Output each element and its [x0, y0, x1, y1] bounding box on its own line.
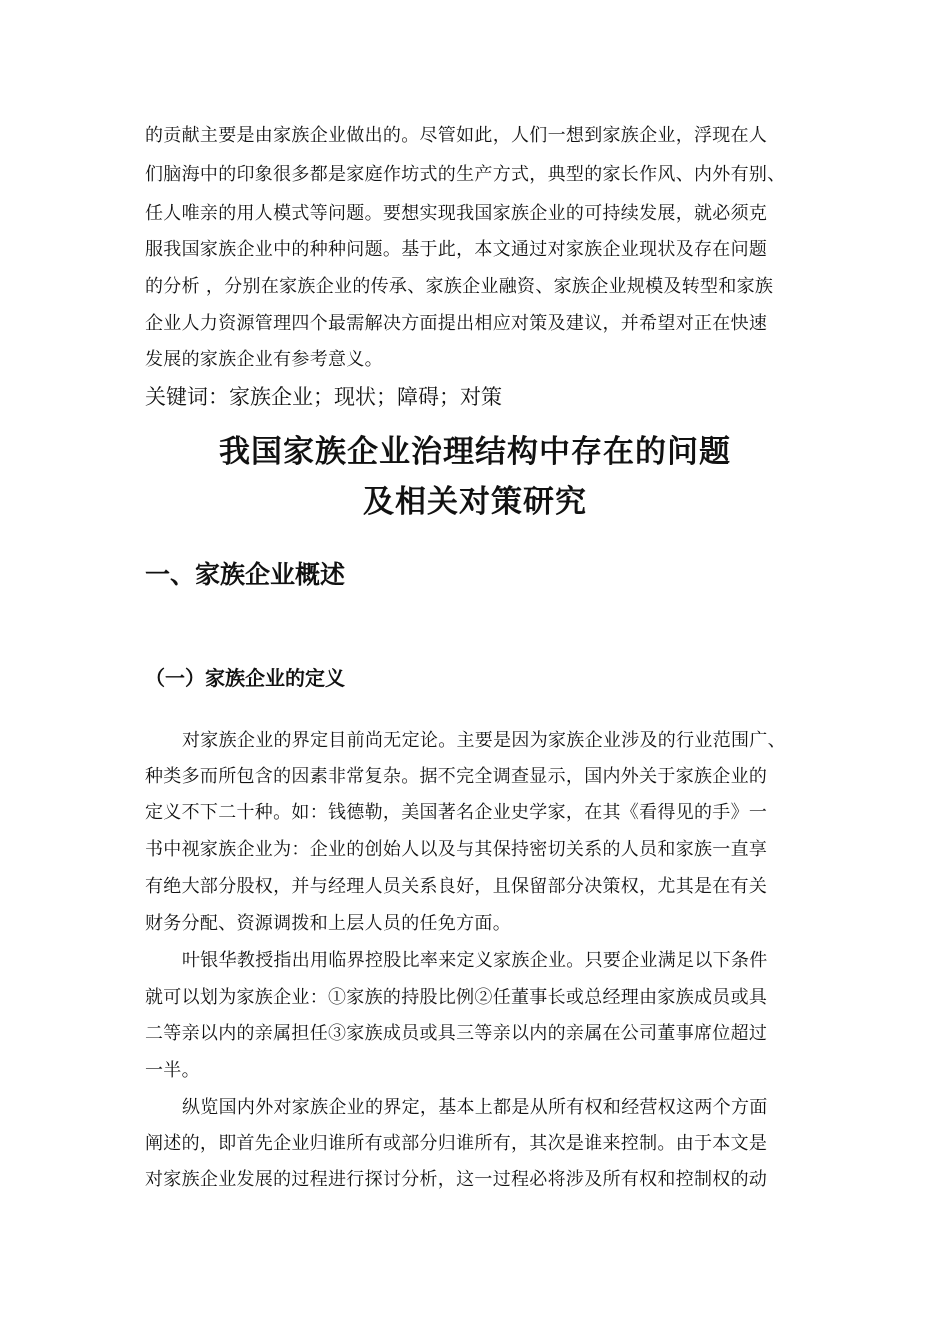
keywords: 关键词：家族企业；现状；障碍；对策	[145, 385, 502, 409]
body-line: 叶银华教授指出用临界控股比率来定义家族企业。只要企业满足以下条件	[182, 950, 768, 971]
subsection-heading: （一）家族企业的定义	[145, 666, 345, 690]
body-line: 对家族企业的界定目前尚无定论。主要是因为家族企业涉及的行业范围广、	[182, 730, 786, 751]
abstract-line: 企业人力资源管理四个最需解决方面提出相应对策及建议，并希望对正在快速	[145, 313, 768, 334]
body-line: 对家族企业发展的过程进行探讨分析，这一过程必将涉及所有权和控制权的动	[145, 1169, 768, 1190]
abstract-line: 任人唯亲的用人模式等问题。要想实现我国家族企业的可持续发展，就必须克	[145, 203, 768, 224]
page-title: 我国家族企业治理结构中存在的问题	[219, 434, 731, 470]
abstract-line: 发展的家族企业有参考意义。	[145, 349, 383, 370]
body-line: 定义不下二十种。如：钱德勒，美国著名企业史学家，在其《看得见的手》一	[145, 802, 768, 823]
body-line: 二等亲以内的亲属担任③家族成员或具三等亲以内的亲属在公司董事席位超过	[145, 1023, 768, 1044]
page-title-continued: 及相关对策研究	[363, 484, 587, 520]
body-line: 有绝大部分股权，并与经理人员关系良好，且保留部分决策权，尤其是在有关	[145, 876, 768, 897]
abstract-line: 们脑海中的印象很多都是家庭作坊式的生产方式，典型的家长作风、内外有别、	[145, 164, 786, 185]
abstract-line: 服我国家族企业中的种种问题。基于此，本文通过对家族企业现状及存在问题	[145, 239, 768, 260]
abstract-line: 的分析 ，分别在家族企业的传承、家族企业融资、家族企业规模及转型和家族	[145, 276, 774, 297]
section-heading: 一、家族企业概述	[145, 560, 346, 589]
body-line: 纵览国内外对家族企业的界定，基本上都是从所有权和经营权这两个方面	[182, 1097, 768, 1118]
body-line: 就可以划为家族企业：①家族的持股比例②任董事长或总经理由家族成员或具	[145, 987, 768, 1008]
body-line: 书中视家族企业为：企业的创始人以及与其保持密切关系的人员和家族一直享	[145, 839, 768, 860]
body-line: 种类多而所包含的因素非常复杂。据不完全调查显示，国内外关于家族企业的	[145, 766, 768, 787]
body-line: 财务分配、资源调拨和上层人员的任免方面。	[145, 913, 511, 934]
body-line: 一半。	[145, 1060, 200, 1081]
body-line: 阐述的，即首先企业归谁所有或部分归谁所有，其次是谁来控制。由于本文是	[145, 1133, 768, 1154]
abstract-line: 的贡献主要是由家族企业做出的。尽管如此，人们一想到家族企业，浮现在人	[145, 125, 768, 146]
